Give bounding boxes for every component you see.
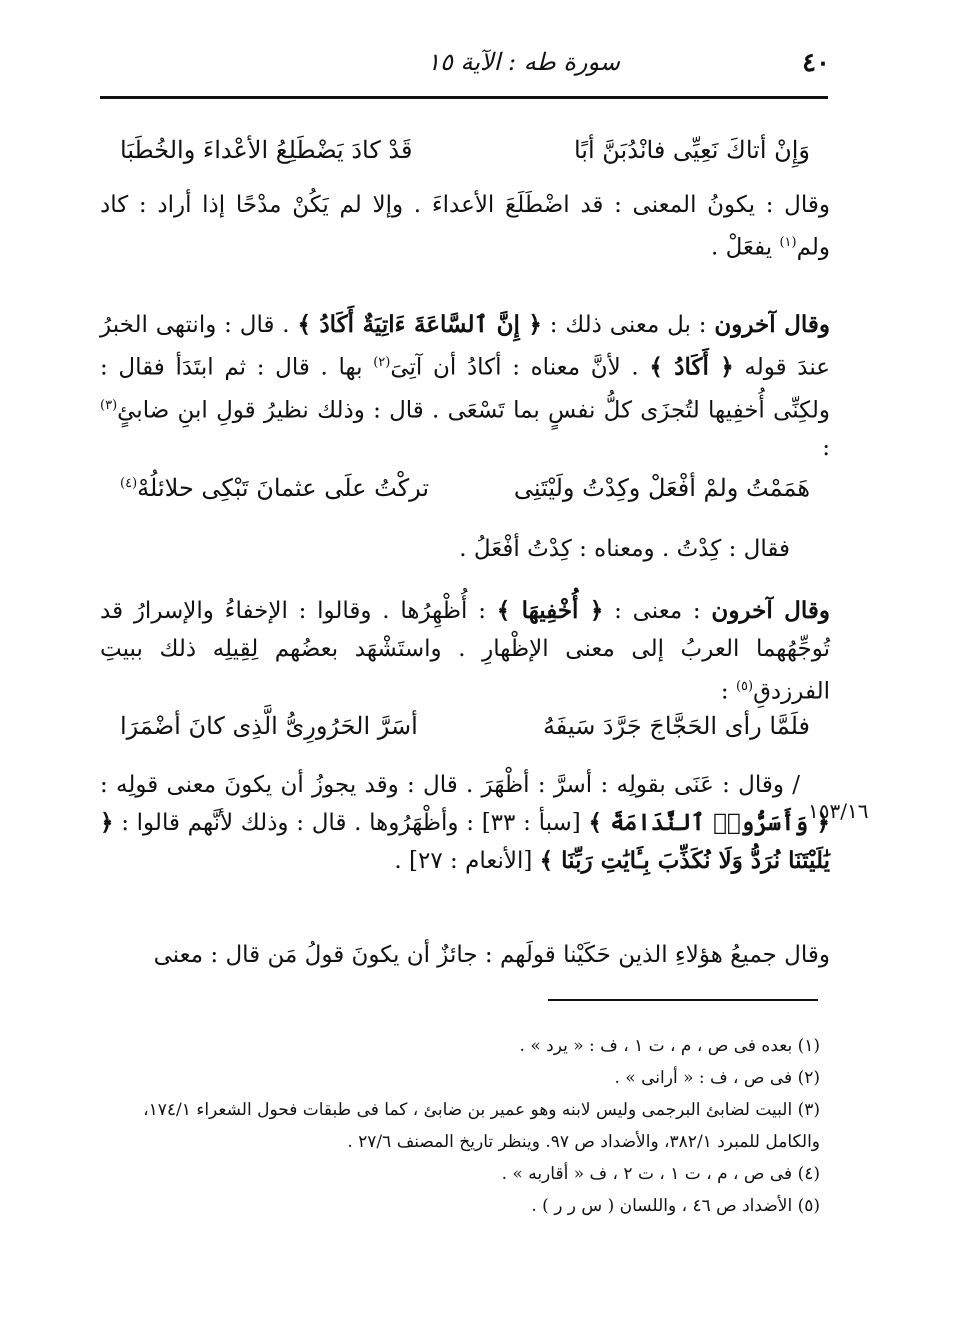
quran-reference-2: [الأنعام : ٢٧] . bbox=[394, 848, 540, 874]
paragraph-1-tail: يفعَلْ . bbox=[710, 234, 780, 261]
margin-reference: ١٥٣/١٦ bbox=[808, 799, 869, 823]
quran-quote-2: ﴿ أَكَادُ ﴾ bbox=[649, 353, 734, 381]
paragraph-2-part-4: بها . قال : ثم ابتَدَأ فقال : ولكِنِّى أُخفِيها لتُجزَى كلُّ نفسٍ بما تَسْعَى . قال : وذلك نظيرُ قولِ ابنِ ضابئٍ bbox=[100, 354, 830, 424]
paragraph-2-text bbox=[100, 306, 830, 467]
quran-quote-1: ﴿ إِنَّ ٱلسَّاعَةَ ءَاتِيَةٌ أَكَادُ ﴾ bbox=[297, 311, 542, 338]
verse-3-left-hemistich: أسَرَّ الحَرُورِىُّ الَّذِى كانَ أضْمَرَا bbox=[120, 712, 418, 740]
verse-2-left-text: تركْتُ علَى عثمانَ تَبْكِى حلائلُهْ bbox=[137, 474, 430, 502]
footnote-3: (٣) البيت لضابئ البرجمى وليس لابنه وهو عمير بن ضابئ ، كما فى طبقات فحول الشعراء ١٧٤/١، bbox=[143, 1100, 820, 1120]
paragraph-1-body: وقال : يكونُ المعنى : قد اضْطَلَعَ الأعداءَ . وإلا لم يَكُنْ مدْحًا إذا أراد : كاد ولم bbox=[100, 192, 830, 261]
paragraph-2-part-1: : بل معنى ذلك : bbox=[541, 312, 715, 338]
verse-2-right-hemistich: هَمَمْتُ ولمْ أفْعَلْ وكِدْتُ ولَيْتَنِى bbox=[513, 474, 810, 502]
paragraph-2 bbox=[100, 306, 830, 467]
paragraph-2-part-5: : bbox=[822, 435, 830, 462]
paragraph-5-text bbox=[100, 766, 830, 880]
paragraph-3 bbox=[100, 530, 830, 568]
footnote-5: (٥) الأضداد ص ٤٦ ، واللسان ( س ر ر ) . bbox=[531, 1196, 820, 1216]
footnote-marker-3: (٣) bbox=[100, 397, 118, 413]
header-rule bbox=[100, 96, 828, 99]
paragraph-4-part-1: : معنى : bbox=[603, 598, 712, 624]
quran-quote-5: ﴿ يَٰلَيْتَنَا نُرَدُّ وَلَا نُكَذِّبَ بِـَٔايَٰتِ رَبِّنَا ﴾ bbox=[100, 809, 830, 874]
running-title: سورة طه : الآية ١٥ bbox=[427, 48, 620, 76]
paragraph-4-part-2: : أُظْهِرُها . وقالوا : الإخفاءُ والإسرارُ قد تُوجِّهُهما العربُ إلى معنى الإظْهارِ . واستَشْهَد بعضُهم لِقِيلِه ذلك ببيتِ الفرزدقِ bbox=[100, 598, 830, 705]
paragraph-3-text: فقال : كِدْتُ . ومعناه : كِدْتُ أفْعَلُ . bbox=[459, 536, 790, 562]
paragraph-2-lead: وقال آخرون bbox=[714, 311, 830, 338]
footnote-1: (١) بعده فى ص ، م ، ت ١ ، ف : « يرد » . bbox=[519, 1036, 820, 1056]
paragraph-4-lead: وقال آخرون bbox=[711, 597, 830, 624]
paragraph-5 bbox=[100, 766, 830, 880]
verse-1-right-hemistich: وَإِنْ أتاكَ نَعِيِّى فانْدُبَنَّ أبًا bbox=[573, 136, 810, 164]
paragraph-4 bbox=[100, 592, 830, 711]
footnote-marker-5: (٥) bbox=[735, 679, 754, 694]
paragraph-6-text: وقال جميعُ هؤلاءِ الذين حَكَيْنا قولَهم : جائزٌ أن يكونَ قولُ مَن قال : معنى bbox=[153, 942, 830, 968]
verse-1 bbox=[100, 136, 830, 180]
quran-quote-4: ﴿ وَأَسَرُّوا۟ ٱلنَّدَامَةَ ﴾ bbox=[588, 809, 830, 836]
footnote-2: (٢) فى ص ، ف : « أرانى » . bbox=[614, 1068, 820, 1088]
paragraph-4-part-3: : bbox=[720, 678, 736, 705]
page-header bbox=[100, 40, 830, 90]
paragraph-1 bbox=[100, 186, 830, 267]
paragraph-2-part-2: . قال : وانتهى الخبرُ عندَ قوله bbox=[100, 312, 831, 381]
footnote-3-continued: والكامل للمبرد ٣٨٢/١، والأضداد ص ٩٧. وينظر تاريخ المصنف ٢٧/٦ . bbox=[347, 1132, 820, 1152]
footnote-marker-4: (٤) bbox=[120, 476, 138, 491]
verse-3 bbox=[100, 712, 830, 756]
verse-3-right-hemistich: فلَمَّا رأى الحَجَّاجَ جَرَّدَ سَيفَهُ bbox=[542, 712, 810, 740]
quran-quote-3: ﴿ أُخْفِيهَا ﴾ bbox=[496, 597, 604, 624]
verse-1-left-hemistich: قَدْ كادَ يَضْطَلِعُ الأعْداءَ والخُطَبَا bbox=[120, 136, 413, 164]
paragraph-5-part-2: : وأظْهَرُوها . قال : وذلك لأنَّهم قالوا : bbox=[113, 810, 474, 836]
verse-2 bbox=[100, 474, 830, 518]
footnote-4: (٤) فى ص ، م ، ت ١ ، ت ٢ ، ف « أقاربه » . bbox=[501, 1164, 820, 1184]
paragraph-6 bbox=[100, 936, 830, 974]
paragraph-1-text bbox=[100, 186, 830, 267]
footnotes bbox=[100, 1030, 820, 1222]
paragraph-2-part-3: . لأنَّ معناه : أكادُ أن آتِىَ bbox=[390, 354, 650, 381]
footnote-marker-1: (١) bbox=[779, 235, 797, 250]
paragraph-4-text bbox=[100, 592, 830, 711]
verse-2-left-hemistich bbox=[120, 474, 429, 502]
paragraph-5-part-1: / وقال : عَنَى بقولِه : أسرَّ : أظْهَرَ . قال : وقد يجوزُ أن يكونَ معنى قولِه : bbox=[100, 772, 800, 798]
footnote-marker-2: (٢) bbox=[373, 355, 391, 370]
quran-reference-1: [سبأ : ٣٣] bbox=[473, 810, 589, 836]
page-number: ٤٠ bbox=[802, 48, 830, 78]
footnote-rule bbox=[548, 999, 818, 1001]
